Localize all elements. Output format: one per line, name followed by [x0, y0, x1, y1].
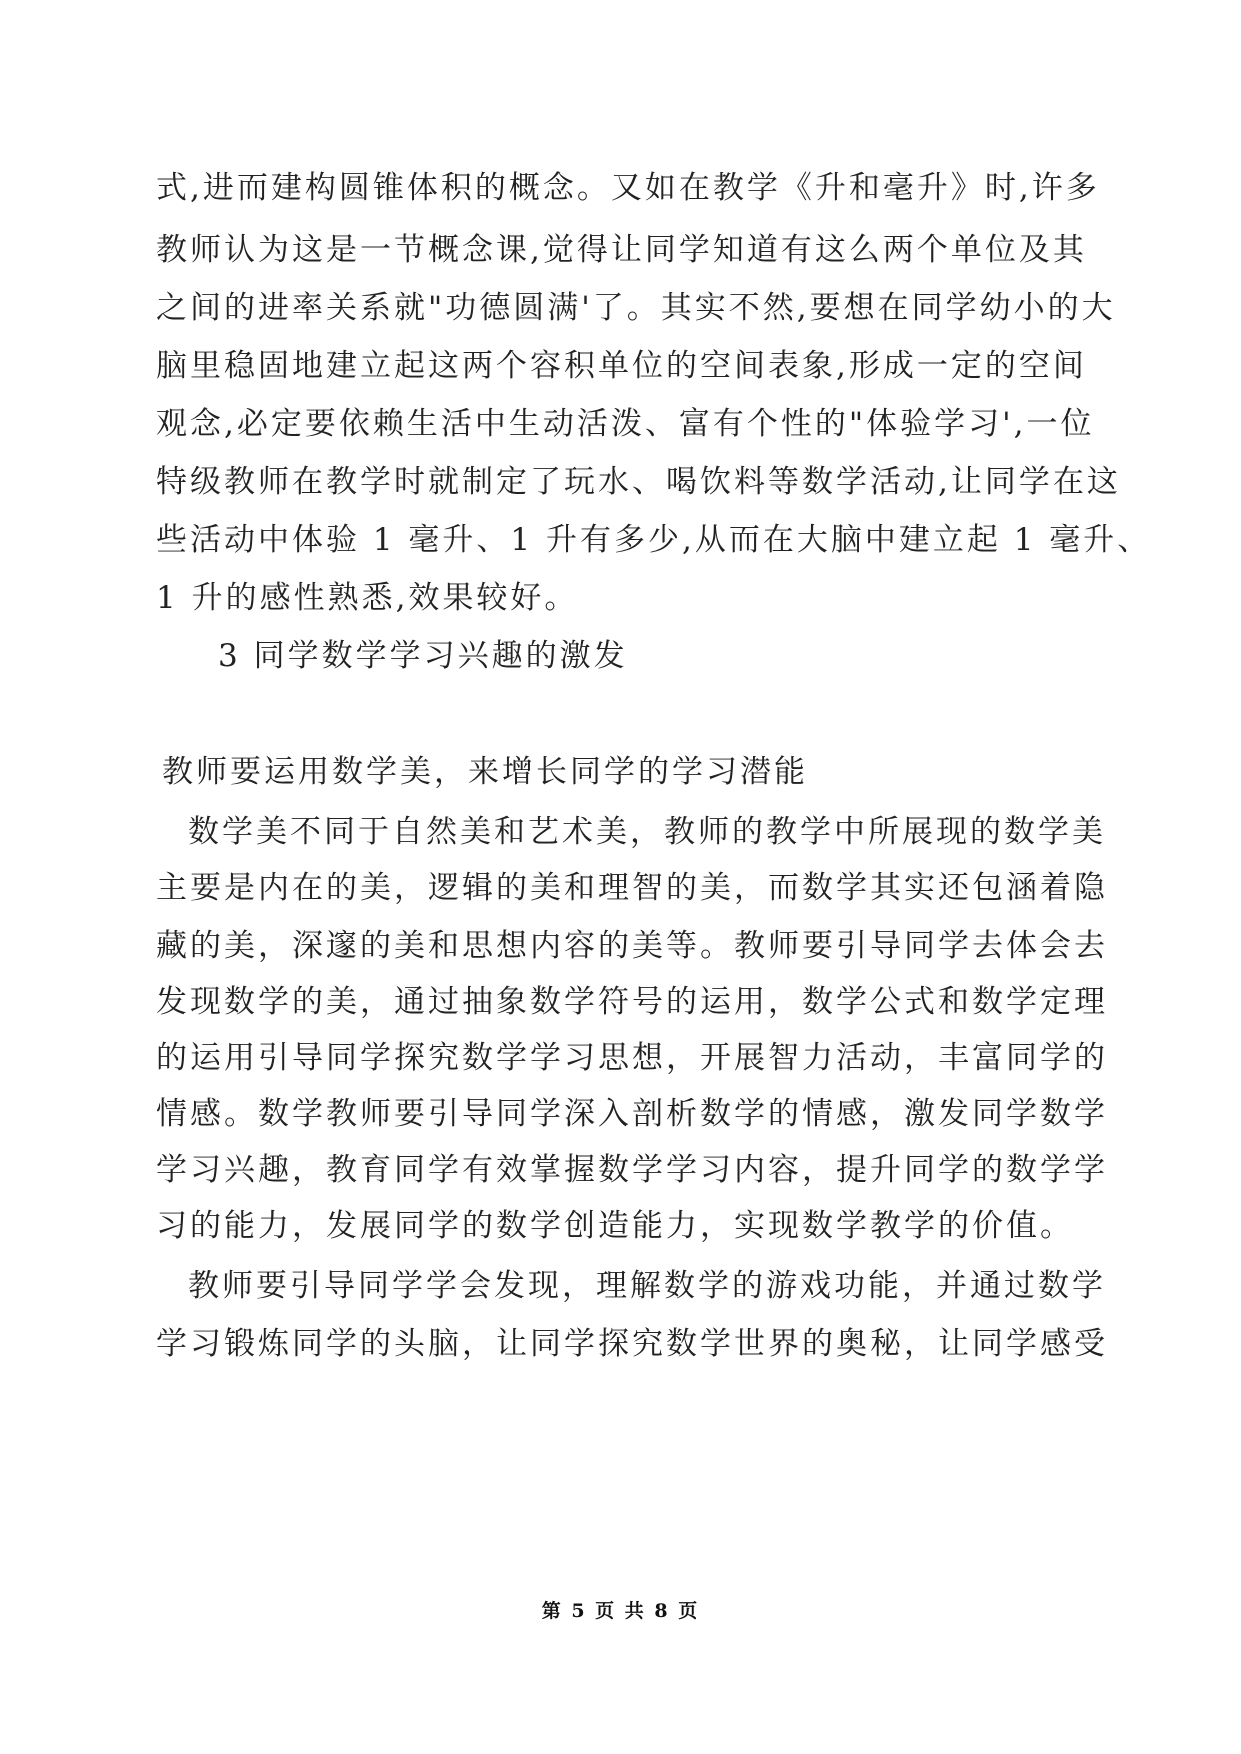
para2-line-8: 习的能力，发展同学的数学创造能力，实现数学教学的价值。 [156, 1208, 1074, 1244]
section-heading: 3 同学数学学习兴趣的激发 [218, 638, 628, 674]
body-line-7: 些活动中体验 1 毫升、1 升有多少,从而在大脑中建立起 1 毫升、 [156, 522, 1152, 558]
para3-line-1: 教师要引导同学学会发现，理解数学的游戏功能，并通过数学 [188, 1268, 1106, 1304]
para2-line-6: 情感。数学教师要引导同学深入剖析数学的情感，激发同学数学 [156, 1096, 1108, 1132]
body-line-8: 1 升的感性熟悉,效果较好。 [156, 580, 579, 616]
body-line-1: 式,进而建构圆锥体积的概念。又如在教学《升和毫升》时,许多 [156, 170, 1100, 206]
body-line-3: 之间的进率关系就"功德圆满'了。其实不然,要想在同学幼小的大 [156, 290, 1116, 326]
para2-line-3: 藏的美，深邃的美和思想内容的美等。教师要引导同学去体会去 [156, 928, 1108, 964]
body-line-4: 脑里稳固地建立起这两个容积单位的空间表象,形成一定的空间 [156, 348, 1087, 384]
page-number: 第 5 页 共 8 页 [541, 1600, 700, 1622]
body-line-6: 特级教师在教学时就制定了玩水、喝饮料等数学活动,让同学在这 [156, 464, 1121, 500]
subheading: 教师要运用数学美，来增长同学的学习潜能 [162, 754, 808, 790]
body-line-2: 教师认为这是一节概念课,觉得让同学知道有这么两个单位及其 [156, 232, 1087, 268]
body-line-5: 观念,必定要依赖生活中生动活泼、富有个性的"体验学习',一位 [156, 406, 1095, 442]
para2-line-7: 学习兴趣，教育同学有效掌握数学学习内容，提升同学的数学学 [156, 1152, 1108, 1188]
para3-line-2: 学习锻炼同学的头脑，让同学探究数学世界的奥秘，让同学感受 [156, 1326, 1108, 1362]
para2-line-2: 主要是内在的美，逻辑的美和理智的美，而数学其实还包涵着隐 [156, 870, 1108, 906]
para2-line-1: 数学美不同于自然美和艺术美，教师的教学中所展现的数学美 [188, 814, 1106, 850]
para2-line-5: 的运用引导同学探究数学学习思想，开展智力活动，丰富同学的 [156, 1040, 1108, 1076]
para2-line-4: 发现数学的美，通过抽象数学符号的运用，数学公式和数学定理 [156, 984, 1108, 1020]
